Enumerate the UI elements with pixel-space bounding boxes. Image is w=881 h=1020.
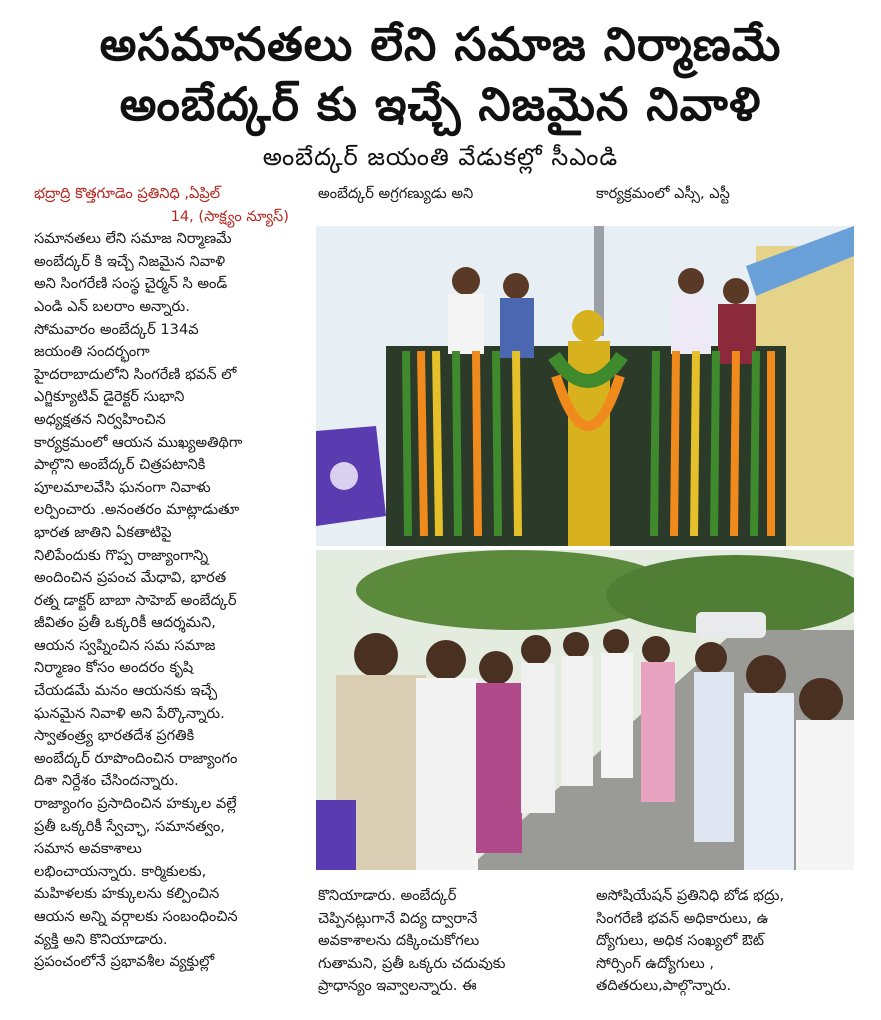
column-1-line: ఆయన స్వప్నించిన సమ సమాజ — [34, 636, 216, 654]
column-2-top-line: అంబేద్కర్ అగ్రగణ్యుడు అని — [318, 185, 474, 202]
column-1-line: ఎండి ఎన్ బలరాం అన్నారు. — [34, 297, 190, 315]
dateline-line-2: 14, (సాక్ష్యం న్యూస్) — [170, 207, 289, 225]
column-1-line: అంబేద్కర్ కి ఇచ్చే నిజమైన నివాళి — [34, 252, 226, 270]
column-2-bottom-line: అవకాశాలను దక్కించుకోగలు — [318, 932, 480, 950]
column-1-line: అందించిన ప్రపంచ మేధావి, భారత — [34, 569, 227, 587]
column-3-bottom-line: సింగరేణి భవన్ అధికారులు, ఉ — [596, 909, 769, 927]
article-column-3-top — [596, 183, 730, 206]
column-1-line: మహిళలకు హక్కులను కల్పించిన — [34, 885, 220, 903]
column-2-bottom-line: చెప్పినట్లుగానే విద్య ద్వారానే — [318, 909, 478, 927]
column-2-bottom-line: ప్రాధాన్యం ఇవ్వాలన్నారు. ఈ — [318, 977, 477, 995]
column-1-line: అధ్యక్షతన నిర్వహించిన — [34, 410, 166, 428]
column-1-line: స్వాతంత్ర్య భారతదేశ ప్రగతికి — [34, 727, 195, 745]
column-1-line: అంబేద్కర్ రూపొందించిన రాజ్యాంగం — [34, 749, 238, 767]
column-1-line: హైదరాబాదులోని సింగరేణి భవన్ లో — [34, 365, 237, 383]
column-1-line: సమాన అవకాశాలు — [34, 840, 142, 858]
article-column-1 — [34, 183, 289, 974]
column-1-line: ప్రపంచంలోనే ప్రభావశీల వ్యక్తుల్లో — [34, 953, 215, 971]
photo-crowd-gathering — [316, 550, 854, 870]
column-1-line: భారత జాతిని ఏకతాటిపై — [34, 523, 172, 541]
column-1-line: ఎగ్జిక్యూటివ్ డైరెక్టర్ సుభాని — [34, 388, 185, 406]
column-2-bottom-line: కొనియాడారు. అంబేద్కర్ — [318, 887, 457, 904]
column-1-line: జీవితం ప్రతీ ఒక్కరికీ ఆదర్శమని, — [34, 614, 216, 632]
column-1-line: ఘనమైన నివాళి అని పేర్కొన్నారు. — [34, 704, 225, 722]
headline-line-2: అంబేద్కర్ కు ఇచ్చే నిజమైన నివాళి — [119, 77, 762, 131]
headline-line-1: అసమానతలు లేని సమాజ నిర్మాణమే — [99, 17, 782, 71]
column-3-top-line: కార్యక్రమంలో ఎస్సీ, ఎస్టీ — [596, 185, 730, 202]
column-1-line: నిర్మాణం కోసం అందరం కృషి — [34, 659, 194, 677]
column-1-line: దిశా నిర్దేశం చేసిందన్నారు. — [34, 772, 179, 790]
column-1-line: రాజ్యాంగం ప్రసాదించిన హక్కుల వల్లే — [34, 795, 237, 813]
column-1-body — [34, 228, 289, 974]
column-1-line: కార్యక్రమంలో ఆయన ముఖ్యఅతిథిగా — [34, 433, 243, 451]
dateline-line-1: భద్రాద్రి కొత్తగూడెం ప్రతినిధి ,ఏప్రిల్ — [34, 185, 221, 202]
column-3-bottom-line: ద్యోగులు, అధిక సంఖ్యలో ఔట్ — [596, 932, 764, 950]
column-2-bottom-line: గుతామని, ప్రతీ ఒక్కరు చదువుకు — [318, 954, 506, 972]
column-1-line: లభించాయన్నారు. కార్మికులకు, — [34, 862, 207, 880]
column-1-line: పాల్గొని అంబేద్కర్ చిత్రపటానికి — [34, 456, 206, 474]
subheading: అంబేద్కర్ జయంతి వేడుకల్లో సీఎండి — [262, 143, 619, 171]
column-1-line: ప్రతీ ఒక్కరికీ స్వేచ్ఛా, సమానత్వం, — [34, 817, 225, 835]
column-1-line: సోమవారం అంబేద్కర్ 134వ — [34, 320, 199, 338]
article-column-3-bottom — [596, 885, 784, 998]
column-1-line: అని సింగరేణి సంస్థ చైర్మన్ సి అండ్ — [34, 275, 228, 293]
column-1-line: వ్యక్తి అని కొనియాడారు. — [34, 930, 168, 948]
column-1-line: లర్పించారు .అనంతరం మాట్లాడుతూ — [34, 501, 240, 519]
column-3-bottom-line: అసోషియేషన్ ప్రతినిధి బోడ భద్రు, — [596, 887, 785, 904]
column-1-line: ఆయన అన్ని వర్గాలకు సంబంధించిన — [34, 908, 238, 925]
column-3-bottom-line: సోర్సింగ్ ఉద్యోగులు , — [596, 954, 714, 972]
photo-statue-garlanding — [316, 226, 854, 546]
column-1-line: నిలిపేందుకు గొప్ప రాజ్యాంగాన్ని — [34, 546, 209, 564]
article-column-2-top — [318, 183, 473, 206]
column-1-line: సమానతలు లేని సమాజ నిర్మాణమే — [34, 230, 232, 248]
column-1-line: రత్న డాక్టర్ బాబా సాహెబ్ అంబేద్కర్ — [34, 591, 237, 609]
column-1-line: జయంతి సందర్భంగా — [34, 343, 150, 361]
column-3-bottom-line: తదితరులు,పాల్గొన్నారు. — [596, 977, 732, 995]
column-1-line: పూలమాలవేసి ఘనంగా నివాళు — [34, 478, 211, 496]
article-column-2-bottom — [318, 885, 505, 998]
column-1-line: చేయడమే మనం ఆయనకు ఇచ్చే — [34, 682, 218, 700]
